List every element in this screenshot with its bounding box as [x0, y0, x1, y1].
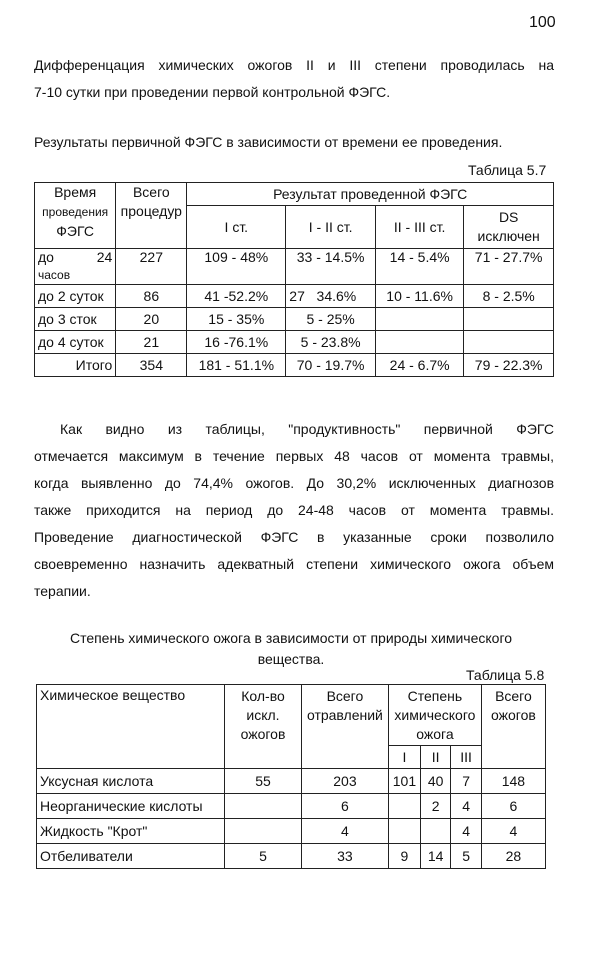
table-row: [37, 794, 546, 819]
table1-header-time: Время проведения ФЭГС: [35, 183, 116, 249]
table2-cell-deg3: 4: [451, 819, 481, 844]
body-line: терапии.: [34, 583, 91, 599]
table1-cell-ds: 79 - 22.3%: [464, 354, 554, 377]
table1-cell-total: 20: [116, 308, 187, 331]
intro-line-1: Дифференцация химических ожогов II и III степени проводилась на: [34, 57, 554, 73]
table1-cell-deg23: 14 - 5.4%: [375, 249, 463, 285]
table2-cell-poisonings: 6: [301, 794, 388, 819]
table1-cell-deg1: 109 - 48%: [187, 249, 286, 285]
table2-header-deg2: II: [420, 746, 450, 769]
intro-paragraph: [34, 52, 554, 106]
table2-cell-burns: 148: [481, 769, 545, 794]
table1-cell-total: 86: [116, 285, 187, 308]
table1-cell-deg12: 27 34.6%: [286, 285, 376, 308]
table1-cell-deg1: 16 -76.1%: [187, 331, 286, 354]
table2-cell-deg3: 4: [451, 794, 481, 819]
table1-header-sub1: I ст.: [187, 206, 286, 249]
table-row: [35, 285, 554, 308]
table2-cell-name: Отбеливатели: [37, 844, 225, 869]
table1-cell-ds: [464, 331, 554, 354]
table2-cell-name: Уксусная кислота: [37, 769, 225, 794]
table2-cell-name: Неорганические кислоты: [37, 794, 225, 819]
table1-header-result: Результат проведенной ФЭГС: [187, 183, 554, 206]
table2-caption: Степень химического ожога в зависимости от природы химического вещества.: [69, 630, 513, 667]
table2-header-burns: Всего ожогов: [481, 685, 545, 769]
table-row: [35, 249, 554, 285]
table1-label: Таблица 5.7: [468, 162, 547, 178]
table2-cell-burns: 6: [481, 794, 545, 819]
table2-cell-poisonings: 33: [301, 844, 388, 869]
table2-cell-deg2: [420, 819, 450, 844]
table2-header-poisonings: Всего отравлений: [301, 685, 388, 769]
table1-cell-time: до 2 суток: [35, 285, 116, 308]
table1-cell-deg12: 5 - 25%: [286, 308, 376, 331]
table1-header-sub4: DS исключен: [464, 206, 554, 249]
table-row: [37, 769, 546, 794]
table1-cell-deg12: 5 - 23.8%: [286, 331, 376, 354]
table2-header-excluded: Кол-во искл. ожогов: [225, 685, 302, 769]
table1-cell-deg23: [375, 308, 463, 331]
table1-cell-ds: 71 - 27.7%: [464, 249, 554, 285]
table2: [36, 684, 546, 869]
table1-header-sub2: I - II ст.: [286, 206, 376, 249]
table2-label: Таблица 5.8: [466, 667, 545, 683]
table2-header-deg3: III: [451, 746, 481, 769]
table2-cell-deg1: 101: [389, 769, 421, 794]
table1-header-total: Всего процедур: [116, 183, 187, 249]
table2-header-substance: Химическое вещество: [37, 685, 225, 769]
table2-cell-poisonings: 4: [301, 819, 388, 844]
table2-cell-excluded: 55: [225, 769, 302, 794]
table-row: [37, 819, 546, 844]
table2-cell-deg1: [389, 819, 421, 844]
table2-cell-deg2: 14: [420, 844, 450, 869]
table2-cell-deg1: [389, 794, 421, 819]
table2-cell-burns: 28: [481, 844, 545, 869]
body-line: также приходится на период до 24-48 часов от момента травмы.: [34, 502, 554, 518]
table1-cell-total: 227: [116, 249, 187, 285]
table-row: [35, 354, 554, 377]
page-number: 100: [529, 14, 556, 31]
table2-cell-excluded: [225, 794, 302, 819]
table-row: [37, 844, 546, 869]
table2-cell-deg3: 7: [451, 769, 481, 794]
table2-cell-deg2: 2: [420, 794, 450, 819]
table1-caption: Результаты первичной ФЭГС в зависимости от времени ее проведения.: [34, 134, 503, 150]
table1: [34, 182, 554, 377]
body-line: отмечается максимум в течение первых 48 часов от момента травмы,: [34, 448, 554, 464]
table1-cell-deg23: [375, 331, 463, 354]
table2-header-deg1: I: [389, 746, 421, 769]
table1-cell-deg23: 10 - 11.6%: [375, 285, 463, 308]
table2-header-degree: Степень химического ожога: [389, 685, 482, 746]
table1-cell-time: Итого: [35, 354, 116, 377]
body-line: когда выявленно до 74,4% ожогов. До 30,2% исключенных диагнозов: [34, 475, 554, 491]
table2-cell-deg3: 5: [451, 844, 481, 869]
table1-cell-total: 354: [116, 354, 187, 377]
table1-cell-deg1: 41 -52.2%: [187, 285, 286, 308]
body-line: своевременно назначить адекватный степени химического ожога объем: [34, 556, 554, 572]
table-row: [35, 308, 554, 331]
table2-cell-excluded: 5: [225, 844, 302, 869]
table2-cell-deg1: 9: [389, 844, 421, 869]
table1-cell-total: 21: [116, 331, 187, 354]
table1-cell-deg1: 15 - 35%: [187, 308, 286, 331]
table1-cell-deg23: 24 - 6.7%: [375, 354, 463, 377]
table1-cell-time: до 4 суток: [35, 331, 116, 354]
body-paragraph: [34, 416, 554, 605]
table2-cell-poisonings: 203: [301, 769, 388, 794]
table1-cell-ds: 8 - 2.5%: [464, 285, 554, 308]
table2-cell-deg2: 40: [420, 769, 450, 794]
body-line: Как видно из таблицы, "продуктивность" первичной ФЭГС: [60, 421, 554, 437]
table2-cell-burns: 4: [481, 819, 545, 844]
table1-cell-time: до 3 сток: [35, 308, 116, 331]
table-row: [35, 331, 554, 354]
intro-line-2: 7-10 сутки при проведении первой контрольной ФЭГС.: [34, 84, 391, 100]
table1-cell-ds: [464, 308, 554, 331]
table2-cell-name: Жидкость "Крот": [37, 819, 225, 844]
body-line: Проведение диагностической ФЭГС в указанные сроки позволило: [34, 529, 554, 545]
table1-cell-time: до 24 часов: [35, 249, 116, 285]
table1-cell-deg12: 70 - 19.7%: [286, 354, 376, 377]
table1-cell-deg1: 181 - 51.1%: [187, 354, 286, 377]
table2-cell-excluded: [225, 819, 302, 844]
table1-header-sub3: II - III ст.: [375, 206, 463, 249]
table1-cell-deg12: 33 - 14.5%: [286, 249, 376, 285]
